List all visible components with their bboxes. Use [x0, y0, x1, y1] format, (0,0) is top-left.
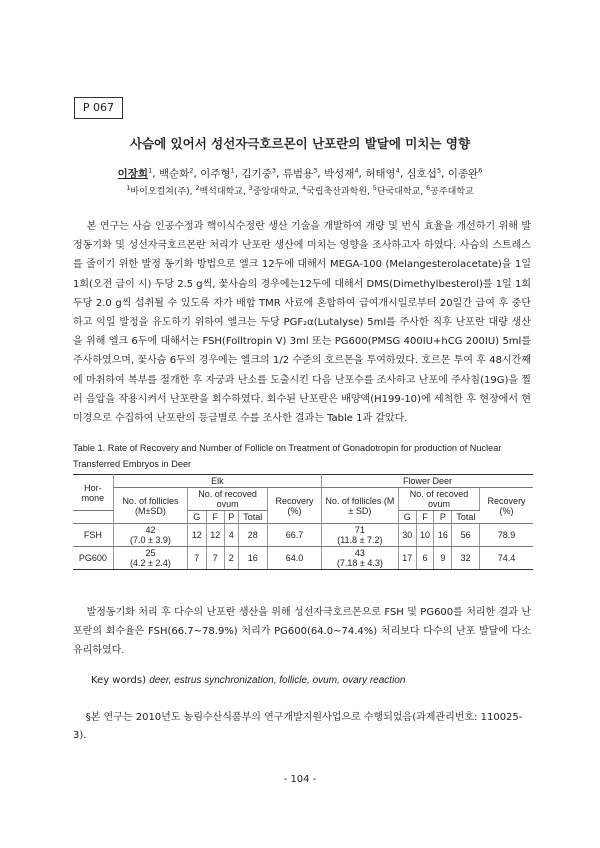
- results-table: [73, 474, 533, 570]
- footnote: §본 연구는 2010년도 농림수산식품부의 연구개발지원사업으로 수행되었음(과제관리번호: 110025-3).: [73, 712, 523, 741]
- keywords: [91, 675, 405, 686]
- affiliation: 중앙대학교: [252, 187, 297, 197]
- author-name: 허태영: [365, 168, 396, 180]
- recoved-header-flower: No. of recoved ovum: [398, 488, 479, 511]
- page-number: - 104 -: [283, 774, 317, 785]
- author-name: 류범용: [282, 168, 314, 180]
- col-p: P: [434, 511, 452, 524]
- keywords-label: Key words): [91, 675, 146, 686]
- author-name: 이주형: [200, 168, 231, 180]
- affiliation: 단국대학교: [376, 187, 421, 197]
- body-paragraph-2: 발정동기화 처리 후 다수의 난포란 생산을 위해 성선자극호르몬으로 FSH 및 PG600를 처리한 결과 난포란의 회수율은 FSH(66.7~78.9%) 처리가 PG600(64.0~74.4%) 처리보다 다수의 난포 발달에 다소 유리하였다.: [73, 607, 531, 657]
- affiliation-list: $^1$바이오컬쳐(주), $^2$백석대학교, $^3$중앙대학교, $^4$국립축산과학원, $^5$단국대학교, $^6$공주대학교: [126, 184, 474, 197]
- table-caption: Table 1. Rate of Recovery and Number of Follicle on Treatment of Gonadotropin for production of Nuclear Transferred Embryos in Deer: [73, 443, 502, 469]
- author-name: 김기중: [241, 168, 272, 180]
- author-name: 백순화: [158, 168, 190, 180]
- affiliation: 백석대학교: [199, 187, 243, 197]
- author-name: 이장희: [117, 168, 149, 180]
- group-elk: Elk: [113, 475, 321, 488]
- table-row: FSH 42 (7.0 ± 3.9) 12 12 4 28 66.7 71 (11.8 ± 7.2) 30 10 16 56 78.9: [73, 524, 533, 547]
- hormone-header: Hor-mone: [73, 475, 113, 511]
- author-name: 박성재: [323, 168, 355, 180]
- author-name: 심호섭: [406, 168, 437, 180]
- affiliation: 공주대학교: [430, 187, 474, 197]
- col-g: G: [398, 511, 416, 524]
- table-row: PG600 25 (4.2 ± 2.4) 7 7 2 16 64.0 43 (7.18 ± 4.3) 17 6 9 32 74.4: [73, 547, 533, 570]
- group-flower-deer: Flower Deer: [321, 475, 533, 488]
- col-total: Total: [452, 511, 480, 524]
- abstract-code: P 067: [74, 97, 123, 119]
- author-list: 이장희$^1$, 백순화$^2$, 이주형$^1$, 김기중$^3$, 류범용$^3$, 박성재$^4$, 허태영$^4$, 심호섭$^5$, 이종완$^6$: [117, 166, 483, 180]
- col-p: P: [224, 511, 238, 524]
- col-g: G: [188, 511, 206, 524]
- recovery-header-flower: Recovery (%): [480, 488, 533, 524]
- author-name: 이종완: [447, 168, 479, 180]
- recoved-header-elk: No. of recoved ovum: [188, 488, 268, 511]
- affiliation: 국립축산과학원: [306, 187, 368, 197]
- col-total: Total: [238, 511, 268, 524]
- paper-title: 사슴에 있어서 성선자극호르몬이 난포란의 발달에 미치는 영향: [129, 136, 471, 151]
- follicles-header-elk: No. of follicles (M±SD): [113, 488, 187, 524]
- affiliation: 바이오컬쳐(주): [130, 187, 190, 197]
- keywords-value: deer, estrus synchronization, follicle, ovum, ovary reaction: [149, 675, 406, 686]
- col-f: F: [416, 511, 434, 524]
- recovery-header-elk: Recovery (%): [268, 488, 322, 524]
- body-paragraph-1: 본 연구는 사슴 인공수정과 핵이식수정란 생산 기술을 개발하여 개량 및 번식 효율을 개선하기 위해 발정동기화 및 성선자극호르몬란 처리가 난포란 생산에 미치는 영향을 조사하고자 하였다. 사슴의 스트레스를 줄이기 위한 발정 동기화 방법으로 엘크 12두에 대해서 MEGA-100 (Melangesterolacetate)을 1일 1회(오전 급이 시) 두당 2.5 g씩, 꽃사슴의 경우에는12두에 대해서 DMS(Dimethylbesterol)를 1일 1회 두당 2.0 g씩 섭취될 수 있도록 자가 배합 TMR 사료에 혼합하여 급여개시일로부터 20일간 급여 후 중단하고 익일 발정을 유도하기 위하여 엘크는 두당 PGF₂α(Lutalyse) 5ml를 주사한 직후 난포란 대량 생산을 위해 엘크 6두에 대해서는 FSH(Folltropin V) 3ml 또는 PG600(PMSG 400IU+hCG 200IU) 5ml를주사하였으며, 꽃사슴 6두의 경우에는 엘크의 1/2 수준의 호르몬을 투여하였다. 호르몬 투여 후 48시간째에 마취하여 복부를 절개한 후 자궁과 난소를 도출시킨 다음 난포수를 조사하고 난포에 주사침(19G)을 찔러 음압을 작용시켜서 난포란을 회수하였다. 회수된 난포란은 배양액(H199-10)에 세척한 후 현장에서 현미경으로 수집하여 난포란의 등급별로 수를 조사한 결과는 Table 1과 같았다.: [73, 221, 531, 425]
- col-f: F: [206, 511, 224, 524]
- follicles-header-flower: No. of follicles (M ± SD): [321, 488, 398, 524]
